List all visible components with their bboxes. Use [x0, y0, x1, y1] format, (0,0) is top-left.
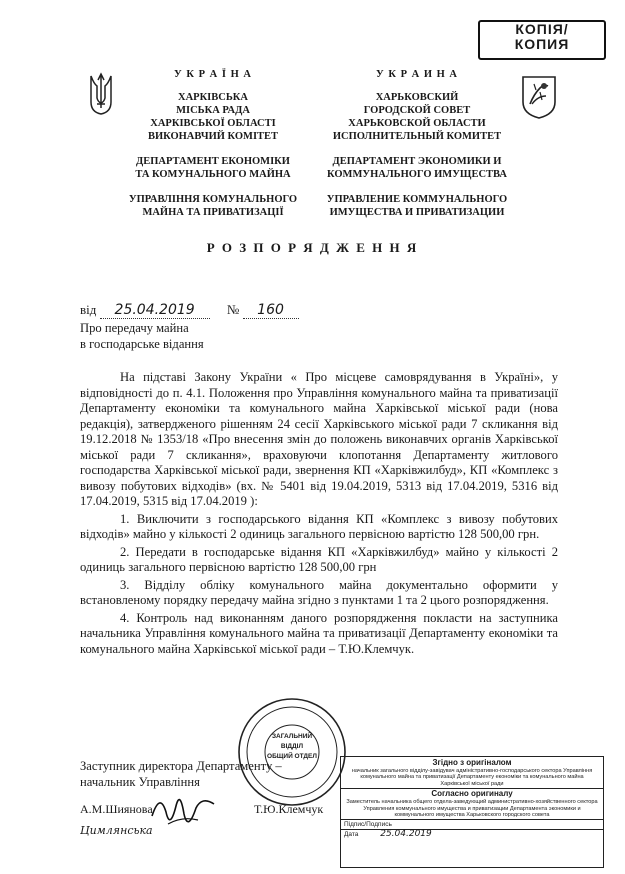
executor-name: А.М.Шиянова	[80, 802, 153, 816]
cert-date-label: Дата	[344, 831, 359, 839]
signature	[148, 786, 218, 836]
header-ua-office1: УПРАВЛІННЯ КОМУНАЛЬНОГО	[128, 194, 298, 205]
subject	[80, 320, 204, 352]
header-ua-org3: ХАРКІВСЬКОЇ ОБЛАСТІ	[150, 118, 276, 129]
signer-name: Т.Ю.Клемчук	[254, 802, 324, 816]
item-1: 1. Виключити з господарського відання КП «Комплекс з вивозу побутових відходів» майно у кількості 2 одиниць загального первісною вартістю 128 500,00 грн.	[80, 511, 558, 541]
cert-title-ru: Согласно оригиналу	[341, 788, 603, 799]
header-ua-dept2: ТА КОМУНАЛЬНОГО МАЙНА	[135, 169, 291, 180]
number-value: 160	[243, 302, 299, 319]
preamble: На підставі Закону України « Про місцеве самоврядування в Україні», у відповідності до п. 4.1. Положення про Управління комунального майна та приватизації Департаменту економіки та комунального майна Харківської міської ради (нова редакція), затвердженого рішенням 24 сесії Харківського міської ради 7 скликання від 19.12.2018 № 1353/18 «Про внесення змін до положень виконавчих органів Харківської міської ради 7 скликання», враховуючи клопотання Департаменту житлового господарства Харківської міської ради, звернення КП «Харківжилбуд», КП «Комплекс з вивозу побутових відходів» (вх. № 5401 від 19.04.2019, 5313 від 17.04.2019, 5316 від 17.04.2019, 5315 від 17.04.2019 ):	[80, 370, 558, 508]
subject-line1: Про передачу майна	[80, 321, 189, 335]
header-ru-org1: ХАРЬКОВСКИЙ	[375, 92, 459, 103]
item-2: 2. Передати в господарське відання КП «Харківжилбуд» майно у кількості 2 одиниць загального первісною вартістю 128 500,00 грн	[80, 544, 558, 574]
kharkiv-coat-of-arms	[520, 74, 558, 120]
header-ru-org2: ГОРОДСКОЙ СОВЕТ	[363, 105, 471, 116]
date-label: від	[80, 302, 97, 317]
signer-title-1: Заступник директора Департаменту –	[80, 759, 282, 773]
cert-text-ru: Заместитель начальника общего отдела-заведующий административно-хозяйственного сектора Управления коммунального имущества и приватизации Департамента экономики и коммунального имущества Харьковского городского совета	[346, 799, 598, 819]
header-ua-office2: МАЙНА ТА ПРИВАТИЗАЦІЇ	[142, 207, 284, 218]
header-ru	[314, 68, 520, 219]
cert-sign-label: Підпис/Подпись	[344, 821, 392, 829]
round-stamp-line2: ВІДДІЛ	[280, 743, 304, 750]
subject-line2: в господарське відання	[80, 337, 204, 351]
item-4: 4. Контроль над виконанням даного розпорядження покласти на заступника начальника Управління комунального майна та приватизації Департаменту економіки та комунального майна Харківської міської ради – Т.Ю.Клемчук.	[80, 610, 558, 656]
trident-emblem	[88, 72, 114, 116]
header-ru-dept2: КОММУНАЛЬНОГО ИМУЩЕСТВА	[327, 169, 507, 180]
round-stamp	[236, 696, 348, 808]
header-ua-org1: ХАРКІВСЬКА	[177, 92, 248, 103]
document-body	[80, 370, 558, 657]
copy-stamp-line1: КОПІЯ/	[515, 21, 569, 37]
header-ru-dept1: ДЕПАРТАМЕНТ ЭКОНОМИКИ И	[332, 156, 502, 167]
header-ru-country: У К Р А И Н А	[376, 69, 458, 80]
document-title: Р О З П О Р Я Д Ж Е Н Н Я	[206, 240, 419, 255]
header-ua-country: У К Р А Ї Н А	[174, 69, 252, 80]
cert-sign-row	[341, 819, 603, 829]
header-ru-office2: ИМУЩЕСТВА И ПРИВАТИЗАЦИИ	[329, 207, 505, 218]
round-stamp-line1: ЗАГАЛЬНИЙ	[271, 733, 313, 740]
header-ua-org2: МІСЬКА РАДА	[176, 105, 250, 116]
copy-stamp	[478, 20, 606, 60]
header-ua-org4: ВИКОНАВЧИЙ КОМІТЕТ	[147, 131, 279, 142]
cert-text-ua: начальник загального відділу-завідувач адміністративно-господарського сектора Управління комунального майна та приватизації Департаменту економіки та комунального майна Харківської міської ради	[351, 768, 593, 787]
header-ru-office1: УПРАВЛЕНИЕ КОММУНАЛЬНОГО	[326, 194, 508, 205]
item-3: 3. Відділу обліку комунального майна документально оформити у встановленому порядку передачу майна згідно з пунктами 1 та 2 цього розпорядження.	[80, 577, 558, 607]
header-ru-org4: ИСПОЛНИТЕЛЬНЫЙ КОМИТЕТ	[332, 131, 502, 142]
executor-handwritten: Цимлянська	[80, 824, 153, 837]
copy-certification-stamp	[340, 756, 604, 868]
date-number-line	[80, 302, 299, 319]
date-value: 25.04.2019	[100, 302, 210, 319]
copy-stamp-line2: КОПИЯ	[514, 36, 570, 52]
cert-date-row	[341, 829, 603, 839]
round-stamp-line3: ОБЩИЙ ОТДЕЛ	[267, 753, 317, 760]
cert-title-ua: Згідно з оригіналом	[432, 758, 512, 767]
signer-title-2: начальник Управління	[80, 775, 200, 789]
header-ru-org3: ХАРЬКОВСКОЙ ОБЛАСТИ	[348, 118, 486, 129]
cert-date-value: 25.04.2019	[380, 829, 432, 840]
header-ua-dept1: ДЕПАРТАМЕНТ ЕКОНОМІКИ	[136, 156, 290, 167]
header-ua	[128, 68, 298, 219]
number-label: №	[226, 302, 240, 317]
